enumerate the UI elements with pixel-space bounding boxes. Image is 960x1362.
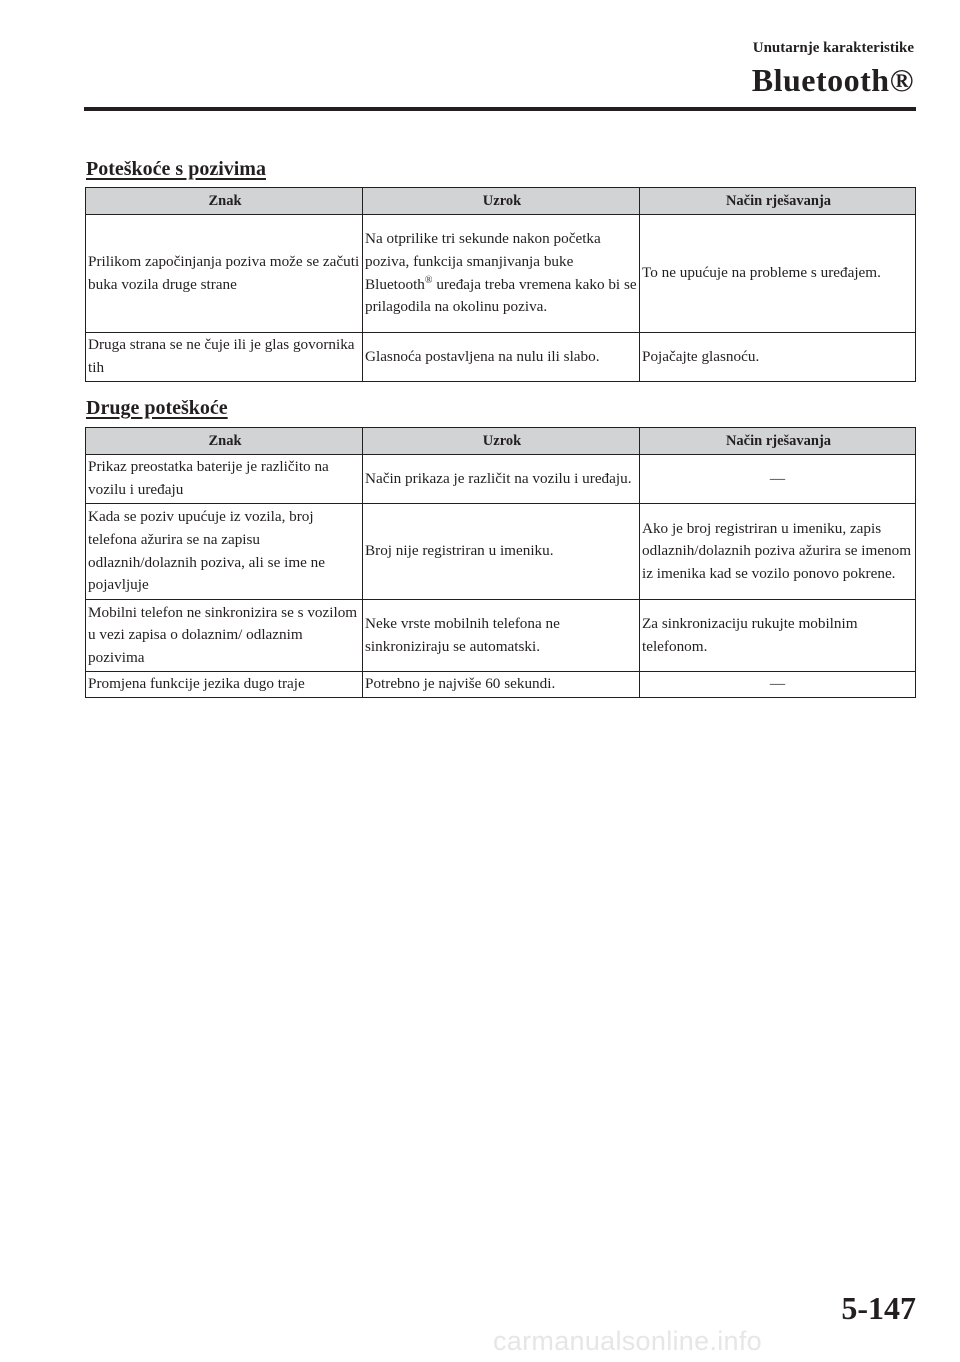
cell-solution: — [640,455,916,504]
table-header-row [86,428,916,455]
page-number: 5-147 [841,1290,916,1326]
cell-cause: Broj nije registriran u imeniku. [363,504,640,600]
cell-symptom: Druga strana se ne čuje ili je glas govornika tih [86,333,363,382]
cause-text-end: uređaja treba vremena kako bi se prilagodila na okolinu poziva. [365,275,637,316]
column-header-solution: Način rješavanja [640,428,916,455]
cell-cause: Glasnoća postavljena na nulu ili slabo. [363,333,640,382]
cell-symptom: Mobilni telefon ne sinkronizira se s vozilom u vezi zapisa o dolaznim/ odlaznim pozivima [86,600,363,672]
chapter-title: Bluetooth® [751,62,914,98]
section-title-other-problems: Druge poteškoće [86,397,228,419]
cell-cause: Potrebno je najviše 60 sekundi. [363,672,640,698]
registered-mark: ® [424,274,433,286]
cell-cause: Način prikaza je različit na vozilu i uređaju. [363,455,640,504]
cause-text-start: Na otprilike tri sekunde nakon početka poziva, funkcija smanjivanja buke Bluetooth [365,230,601,293]
table-row [86,455,916,504]
table-row [86,504,916,600]
watermark-text: carmanualsonline.info [493,1326,762,1356]
cell-cause [363,215,640,333]
cell-symptom: Kada se poziv upućuje iz vozila, broj telefona ažurira se na zapisu odlaznih/dolaznih poziva, ali se ime ne pojavljuje [86,504,363,600]
cell-solution: — [640,672,916,698]
table-row [86,215,916,333]
column-header-symptom: Znak [86,188,363,215]
cell-symptom: Promjena funkcije jezika dugo traje [86,672,363,698]
cell-symptom: Prilikom započinjanja poziva može se začuti buka vozila druge strane [86,215,363,333]
table-row [86,333,916,382]
column-header-cause: Uzrok [363,428,640,455]
cell-solution: Za sinkronizaciju rukujte mobilnim telefonom. [640,600,916,672]
column-header-solution: Način rješavanja [640,188,916,215]
cell-solution: Pojačajte glasnoću. [640,333,916,382]
call-problems-table [85,187,916,382]
other-problems-table [85,427,916,698]
table-row [86,600,916,672]
section-title-call-problems: Poteškoće s pozivima [86,158,266,180]
header-divider [84,107,916,111]
table-header-row [86,188,916,215]
cell-cause: Neke vrste mobilnih telefona ne sinkroniziraju se automatski. [363,600,640,672]
table-row [86,672,916,698]
cell-symptom: Prikaz preostatka baterije je različito na vozilu i uređaju [86,455,363,504]
column-header-cause: Uzrok [363,188,640,215]
chapter-label: Unutarnje karakteristike [752,40,914,56]
column-header-symptom: Znak [86,428,363,455]
cell-solution: To ne upućuje na probleme s uređajem. [640,215,916,333]
cell-solution: Ako je broj registriran u imeniku, zapis odlaznih/dolaznih poziva ažurira se imenom iz imenika kad se vozilo ponovo pokrene. [640,504,916,600]
